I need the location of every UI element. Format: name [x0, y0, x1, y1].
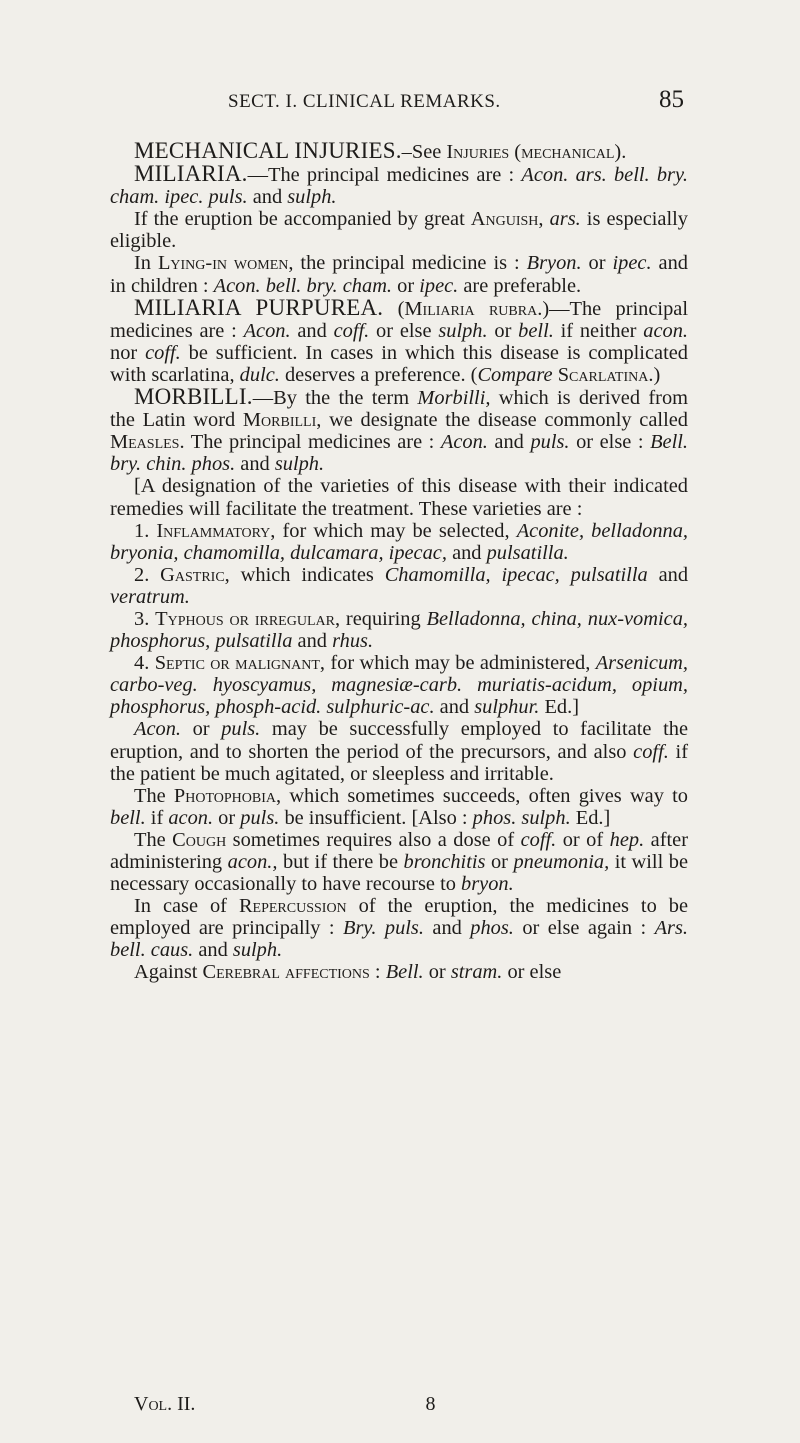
paragraph-varieties-intro: [A designation of the varieties of this disease with their indicated remedies will facilitate the treatment. These varieties are :: [110, 475, 688, 520]
paragraph-anguish: If the eruption be accompanied by great Anguish, ars. is especially eligible.: [110, 208, 688, 253]
entry-mechanical-injuries: MECHANICAL INJURIES.–See Injuries (mechanical).: [134, 138, 627, 163]
paragraph-repercussion: In case of Repercussion of the eruption, the medicines to be employed are principally : Bry. puls. and phos. or else again : Ars. bell. caus. and sulph.: [110, 895, 689, 962]
variety-gastric: 2. Gastric, which indicates Chamomilla, ipecac, pulsatilla and veratrum.: [110, 563, 689, 608]
variety-typhous: 3. Typhous or irregular, requiring Belladonna, china, nux-vomica, phosphorus, pulsatilla and rhus.: [110, 607, 688, 653]
paragraph-cerebral: Against Cerebral affections : Bell. or stram. or else: [134, 961, 562, 984]
paragraph-lying-in: In Lying-in women, the principal medicine is : Bryon. or ipec. and in children : Acon. bell. bry. cham. or ipec. are preferable.: [110, 252, 688, 297]
paragraph-photophobia: The Photophobia, which sometimes succeeds, often gives way to bell. if acon. or puls. be insufficient. [Also : phos. sulph. Ed.]: [110, 784, 688, 829]
body-text: [110, 140, 688, 984]
volume-label: Vol. II.: [134, 1393, 196, 1415]
page-number: 85: [659, 86, 684, 113]
paragraph-cough: The Cough sometimes requires also a dose of coff. or of hep. after administering acon., but if there be bronchitis or pneumonia, it will be necessary occasionally to have recourse to bryon.: [110, 828, 688, 896]
signature-mark: 8: [425, 1393, 436, 1415]
entry-miliaria-purpurea: MILIARIA PURPUREA. (Miliaria rubra.)—The principal medicines are : Acon. and coff. or else sulph. or bell. if neither acon. nor coff. be sufficient. In cases in which this disease is complicated with scarlatina, dulc. deserves a preference. (Compare Scarlatina.): [110, 294, 689, 386]
entry-morbilli: MORBILLI.—By the the term Morbilli, which is derived from the Latin word Morbilli, we designate the disease commonly called Measles. The principal medicines are : Acon. and puls. or else : Bell. bry. chin. phos. and sulph.: [110, 384, 689, 476]
variety-inflammatory: 1. Inflammatory, for which may be selected, Aconite, belladonna, bryonia, chamomilla, dulcamara, ipecac, and pulsatilla.: [110, 519, 689, 564]
section-title: SECT. I. CLINICAL REMARKS.: [228, 91, 501, 112]
paragraph-eruption: Acon. or puls. may be successfully employed to facilitate the eruption, and to shorten the period of the precursors, and also coff. if the patient be much agitated, or sleepless and irritable.: [110, 718, 688, 785]
variety-septic: 4. Septic or malignant, for which may be administered, Arsenicum, carbo-veg. hyoscyamus, magnesiæ-carb. muriatis-acidum, opium, phosphorus, phosph-acid. sulphuric-ac. and sulphur. Ed.]: [110, 652, 688, 719]
running-header: [228, 86, 684, 114]
entry-miliaria: MILIARIA.—The principal medicines are : Acon. ars. bell. bry. cham. ipec. puls. and sulph.: [110, 161, 688, 209]
page-footer: [134, 1393, 435, 1416]
